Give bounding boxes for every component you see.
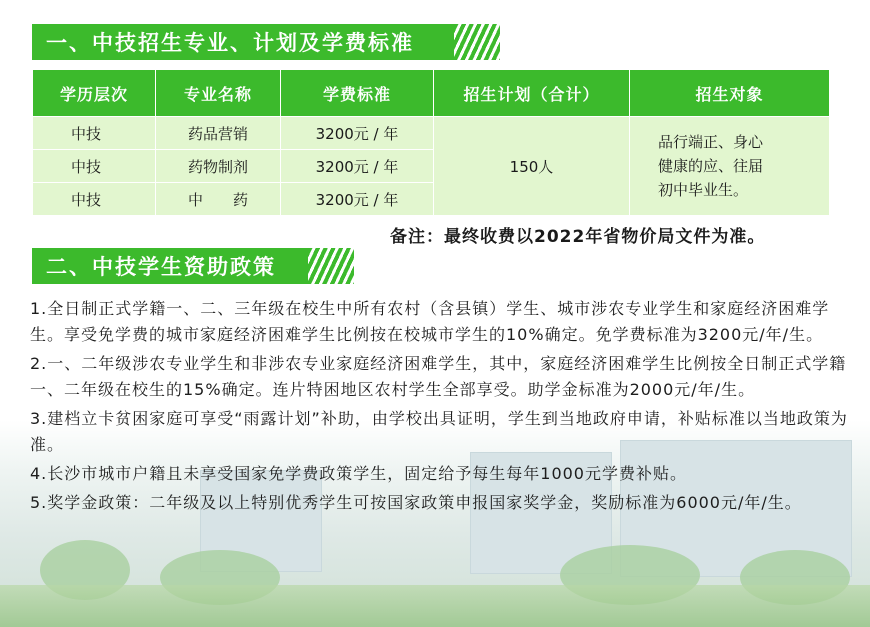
cell-major: 药物制剂 — [156, 150, 281, 183]
cell-fee: 3200元 / 年 — [281, 183, 434, 216]
section1-title: 一、中技招生专业、计划及学费标准 — [46, 31, 414, 55]
policy-item: 1.全日制正式学籍一、二、三年级在校生中所有农村（含县镇）学生、城市涉农专业学生和家庭经济困难学生。享受免学费的城市家庭经济困难学生比例按在校城市学生的10%确定。免学费标准为3200元/年/生。 — [30, 299, 830, 344]
target-line: 品行端正、身心 — [658, 133, 764, 151]
section2-title: 二、中技学生资助政策 — [46, 255, 276, 279]
fee-note: 备注：最终收费以2022年省物价局文件为准。 — [390, 227, 766, 247]
header-target: 招生对象 — [630, 70, 830, 117]
cell-fee: 3200元 / 年 — [281, 150, 434, 183]
header-level: 学历层次 — [33, 70, 156, 117]
background-lawn — [0, 585, 870, 627]
header-fee: 学费标准 — [281, 70, 434, 117]
cell-level: 中技 — [33, 117, 156, 150]
cell-level: 中技 — [33, 150, 156, 183]
section2-banner — [32, 248, 308, 284]
header-plan: 招生计划（合计） — [434, 70, 630, 117]
cell-plan-total: 150人 — [434, 117, 630, 216]
section1-banner — [32, 24, 454, 60]
cell-target — [630, 117, 830, 216]
banner-stripes — [308, 248, 354, 284]
policy-item: 3.建档立卡贫困家庭可享受“雨露计划”补助，由学校出具证明，学生到当地政府申请，补贴标准以当地政策为准。 — [30, 409, 848, 454]
cell-major: 中 药 — [156, 183, 281, 216]
policy-item: 5.奖学金政策：二年级及以上特别优秀学生可按国家政策申报国家奖学金，奖励标准为6000元/年/生。 — [30, 493, 802, 512]
header-major: 专业名称 — [156, 70, 281, 117]
cell-major: 药品营销 — [156, 117, 281, 150]
table-row — [33, 117, 830, 150]
target-line: 健康的应、往届 — [658, 157, 764, 175]
policy-item: 4.长沙市城市户籍且未享受国家免学费政策学生，固定给予每生每年1000元学费补贴。 — [30, 464, 687, 483]
banner-stripes — [454, 24, 500, 60]
policy-list — [30, 296, 848, 519]
table-header-row — [33, 70, 830, 117]
cell-level: 中技 — [33, 183, 156, 216]
target-line: 初中毕业生。 — [658, 181, 749, 199]
cell-fee: 3200元 / 年 — [281, 117, 434, 150]
fees-table — [32, 69, 830, 216]
policy-item: 2.一、二年级涉农专业学生和非涉农专业家庭经济困难学生，其中，家庭经济困难学生比例按全日制正式学籍一、二年级在校生的15%确定。连片特困地区农村学生全部享受。助学金标准为2000元/年/生。 — [30, 354, 847, 399]
